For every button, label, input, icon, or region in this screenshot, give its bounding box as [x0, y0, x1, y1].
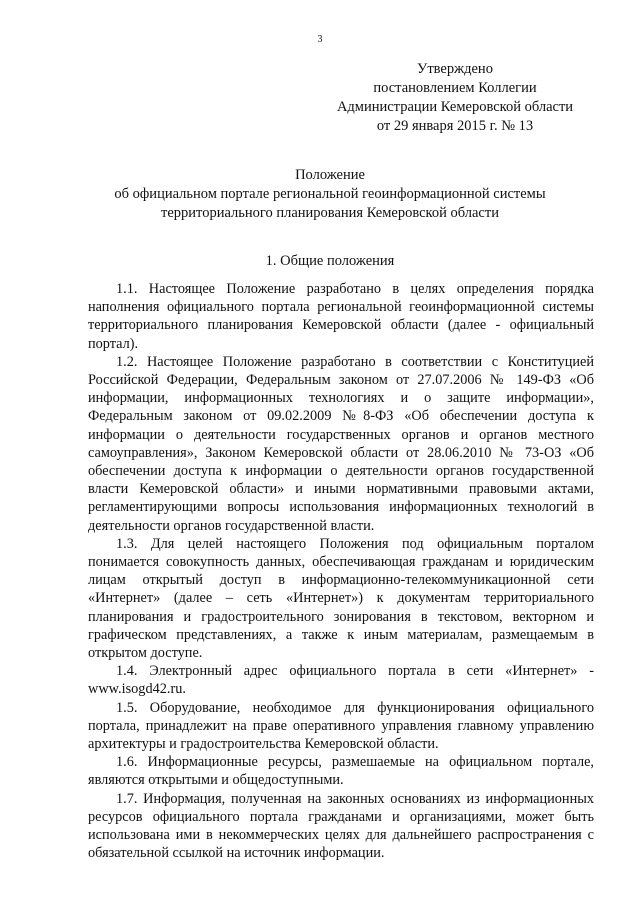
approval-line: от 29 января 2015 г. № 13	[376, 118, 534, 134]
approval-line: постановлением Коллегии	[373, 80, 537, 96]
paragraph-1-1: 1.1. Настоящее Положение разработано в целях определения порядка наполнения официального портала региональной геоинформационной системы территориального планирования Кемеровской области (далее - официальный портал).	[88, 281, 594, 352]
body-text	[88, 280, 594, 863]
paragraph-1-6: 1.6. Информационные ресурсы, размешаемые на официальном портале, являются открытыми и общедоступными.	[88, 754, 594, 789]
approval-line: Администрации Кемеровской области	[336, 99, 574, 115]
document-title	[60, 166, 600, 223]
paragraph-1-4: 1.4. Электронный адрес официального портала в сети «Интернет» - www.isogd42.ru.	[88, 663, 594, 698]
paragraph-1-5: 1.5. Оборудование, необходимое для функционирования официального портала, принадлежит на праве оперативного управления главному управлению архитектуры и градостроительства Кемеровской области.	[88, 699, 594, 753]
title-line: территориального планирования Кемеровской области	[161, 205, 499, 221]
approval-block	[300, 60, 610, 136]
paragraph-1-3: 1.3. Для целей настоящего Положения под официальным порталом понимается совокупность данных, обеспечивающая гражданам и юридическим лицам открытый доступ в информационно-телекоммуникационной сети «Интернет» (далее – сеть «Интернет») к документам территориального планирования и градостроительного зонирования в текстовом, векторном и графическом представлениях, а также к иным материалам, размещаемым в открытом доступе.	[88, 535, 594, 662]
section-heading: 1. Общие положения	[265, 253, 395, 269]
paragraph-1-7: 1.7. Информация, полученная на законных основаниях из информационных ресурсов официального портала гражданами и организациями, может быть использована ими в некоммерческих целях для дальнейшего распространения с обязательной ссылкой на источник информации.	[88, 790, 594, 862]
title-line: об официальном портале региональной геоинформационной системы	[114, 186, 546, 202]
title-line: Положение	[295, 167, 365, 183]
approval-line: Утверждено	[417, 61, 493, 77]
paragraph-1-2: 1.2. Настоящее Положение разработано в соответствии с Конституцией Российской Федерации, Федеральным законом от 27.07.2006 № 149-ФЗ «Об информации, информационных технологиях и о защите информации», Федеральным законом от 09.02.2009 №8-ФЗ «Об обеспечении доступа к информации о деятельности государственных органов и органов местного самоуправления», Законом Кемеровской области от 28.06.2010 № 73-ОЗ «Об обеспечении доступа к информации о деятельности органов государственной власти Кемеровской области» и иными нормативными правовыми актами, регламентирующими вопросы использования информационных технологий в деятельности органов государственной власти.	[88, 353, 594, 534]
page-number: 3	[317, 34, 323, 45]
